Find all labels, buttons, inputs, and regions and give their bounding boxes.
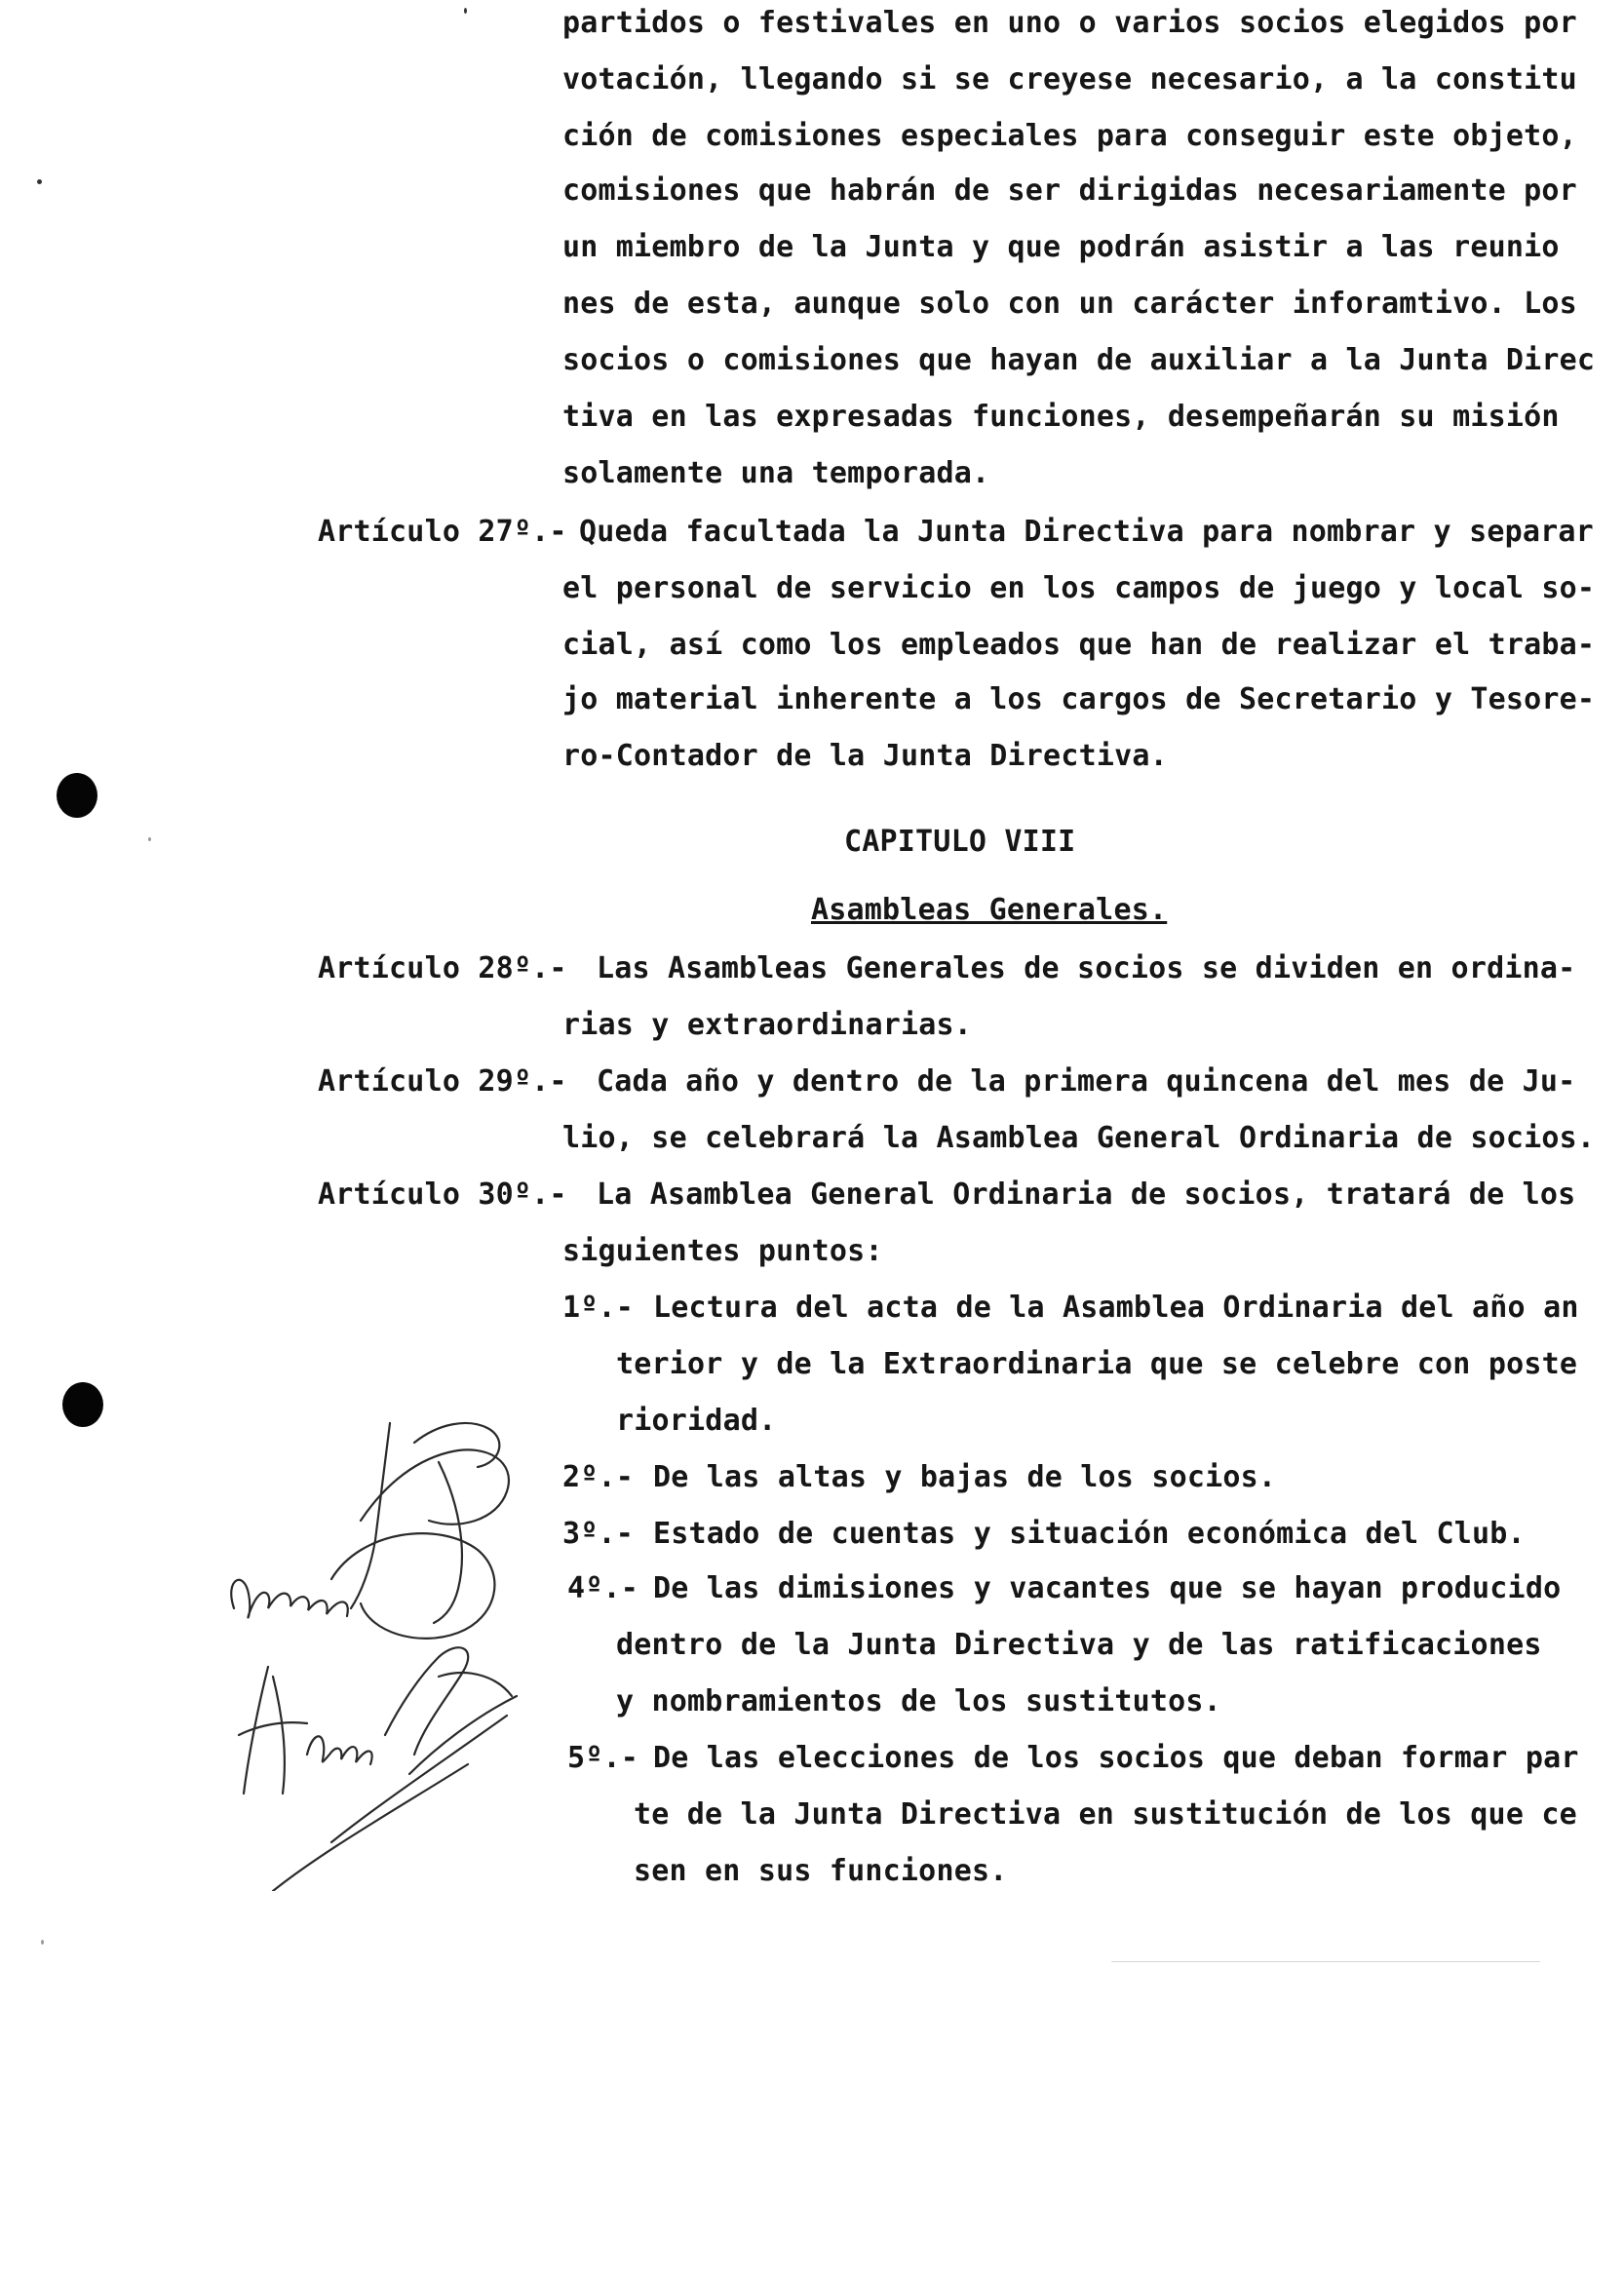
point-line: terior y de la Extraordinaria que se celebre con poste — [616, 1347, 1578, 1381]
point-line: Estado de cuentas y situación económica del Club. — [653, 1517, 1526, 1551]
text-line: votación, llegando si se creyese necesario, a la constitu — [562, 62, 1577, 96]
point-line: De las altas y bajas de los socios. — [653, 1460, 1277, 1494]
point-line: Lectura del acta de la Asamblea Ordinaria del año an — [653, 1291, 1579, 1325]
text-line: un miembro de la Junta y que podrán asistir a las reunio — [562, 230, 1560, 264]
point-line: y nombramientos de los sustitutos. — [616, 1684, 1221, 1718]
article-28-line: Las Asambleas Generales de socios se dividen en ordina- — [597, 951, 1576, 985]
point-line: rioridad. — [616, 1404, 777, 1438]
text-line: solamente una temporada. — [562, 456, 990, 490]
article-27-line: cial, así como los empleados que han de realizar el traba- — [562, 628, 1596, 662]
text-line: partidos o festivales en uno o varios socios elegidos por — [562, 6, 1577, 40]
text-line: tiva en las expresadas funciones, desempeñarán su misión — [562, 400, 1560, 434]
article-30-label: Artículo 30º.- — [318, 1177, 567, 1212]
point-line: sen en sus funciones. — [634, 1854, 1008, 1888]
text-line: nes de esta, aunque solo con un carácter inforamtivo. Los — [562, 287, 1577, 321]
article-27-line: Queda facultada la Junta Directiva para nombrar y separar — [579, 515, 1594, 549]
article-30-line: La Asamblea General Ordinaria de socios, tratará de los — [597, 1177, 1576, 1212]
article-27-line: el personal de servicio en los campos de juego y local so- — [562, 571, 1596, 605]
punch-hole-top — [57, 773, 97, 818]
article-29-line: Cada año y dentro de la primera quincena del mes de Ju- — [597, 1064, 1576, 1099]
article-29-label: Artículo 29º.- — [318, 1064, 567, 1099]
article-28-label: Artículo 28º.- — [318, 951, 567, 985]
point-number: 3º.- — [562, 1517, 635, 1551]
point-number: 4º.- — [567, 1571, 639, 1605]
point-line: dentro de la Junta Directiva y de las ratificaciones — [616, 1628, 1542, 1662]
faint-rule — [1111, 1961, 1540, 1962]
article-29-line: lio, se celebrará la Asamblea General Ordinaria de socios. — [562, 1121, 1596, 1155]
point-line: De las elecciones de los socios que deban formar par — [653, 1741, 1579, 1775]
point-line: De las dimisiones y vacantes que se hayan producido — [653, 1571, 1562, 1605]
article-30-line: siguientes puntos: — [562, 1234, 883, 1268]
speck — [41, 1940, 44, 1945]
punch-hole-bottom — [62, 1382, 103, 1427]
handwritten-signatures — [214, 1384, 526, 1891]
chapter-subtitle: Asambleas Generales. — [811, 893, 1168, 927]
point-number: 2º.- — [562, 1460, 635, 1494]
article-27-label: Artículo 27º.- — [318, 515, 567, 549]
speck — [37, 179, 42, 184]
speck — [148, 837, 151, 841]
article-28-line: rias y extraordinarias. — [562, 1008, 973, 1042]
point-number: 5º.- — [567, 1741, 639, 1775]
text-line: socios o comisiones que hayan de auxiliar a la Junta Direc — [562, 343, 1596, 377]
text-line: ción de comisiones especiales para conseguir este objeto, — [562, 119, 1577, 153]
speck — [464, 8, 467, 14]
chapter-title: CAPITULO VIII — [844, 825, 1076, 859]
point-number: 1º.- — [562, 1291, 635, 1325]
article-27-line: ro-Contador de la Junta Directiva. — [562, 739, 1168, 773]
text-line: comisiones que habrán de ser dirigidas necesariamente por — [562, 174, 1577, 208]
article-27-line: jo material inherente a los cargos de Secretario y Tesore- — [562, 682, 1596, 716]
point-line: te de la Junta Directiva en sustitución de los que ce — [634, 1797, 1577, 1832]
